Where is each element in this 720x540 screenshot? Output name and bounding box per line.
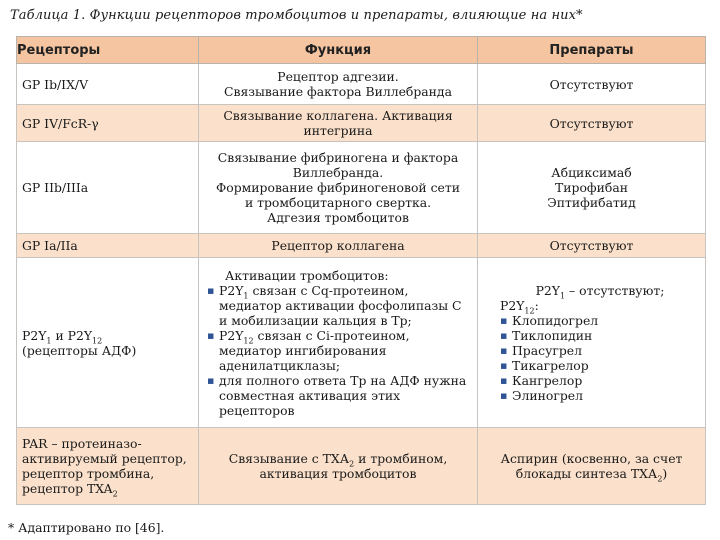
function-line: Связывание фактора Виллебранда xyxy=(224,84,452,99)
function-line: Связывание коллагена. Активация xyxy=(223,108,453,123)
drugs-cell xyxy=(478,258,706,428)
table-row xyxy=(17,64,706,105)
receptor-line: рецептор $TXA_2$ xyxy=(22,481,118,499)
receptor-line: активируемый рецептор, xyxy=(22,451,187,466)
function-line: и тромбоцитарного свертка. xyxy=(244,195,432,210)
table-caption: Таблица 1. Функции рецепторов тромбоцитов и препараты, влияющие на них* xyxy=(10,8,583,23)
table-row xyxy=(17,428,706,505)
header-drugs: Препараты xyxy=(478,37,706,64)
receptor-table xyxy=(16,36,706,505)
function-line: интегрина xyxy=(303,123,373,138)
function-line: Виллебранда. xyxy=(292,165,384,180)
receptor-cell: GP Ib/IX/V xyxy=(17,64,199,105)
drugs-cell: Отсутствуют xyxy=(478,64,706,105)
function-line: Рецептор адгезии. xyxy=(277,69,399,84)
header-receptors: Рецепторы xyxy=(17,37,199,64)
drugs-cell xyxy=(478,142,706,234)
receptor-cell: GP IV/FcR-γ xyxy=(17,105,199,142)
list-item: ▪ Прасугрел xyxy=(512,343,700,358)
table-row xyxy=(17,234,706,258)
drug-intro-p2y12: $P2Y_{12}$: xyxy=(500,297,539,315)
receptor-cell: GP IIb/IIIa xyxy=(17,142,199,234)
list-item: ▪ Тиклопидин xyxy=(512,328,700,343)
drug-bullet-list xyxy=(500,313,700,403)
drug-line: блокады синтеза $ТХА_2$) xyxy=(515,466,668,484)
list-item: ▪ $P2Y_1$ связан с Cq-протеином, медиатор активации фосфолипазы С и мобилизации кальция в Тр; xyxy=(219,283,472,328)
function-cell xyxy=(199,64,478,105)
drug-name: Тирофибан xyxy=(555,180,628,195)
drugs-cell xyxy=(478,428,706,505)
list-item: ▪ Клопидогрел xyxy=(512,313,700,328)
table-header-row xyxy=(17,37,706,64)
drugs-cell: Отсутствуют xyxy=(478,105,706,142)
table-row xyxy=(17,258,706,428)
footnote: * Адаптировано по [46]. xyxy=(8,520,165,535)
list-item: ▪ для полного ответа Тр на АДФ нужна совместная активация этих рецепторов xyxy=(219,373,472,418)
function-line: Связывание фибриногена и фактора xyxy=(217,150,459,165)
drug-name: Эптифибатид xyxy=(547,195,636,210)
receptor-line: PAR – протеиназо- xyxy=(22,436,142,451)
function-cell xyxy=(199,105,478,142)
header-function: Функция xyxy=(199,37,478,64)
function-cell xyxy=(199,428,478,505)
function-line: активация тромбоцитов xyxy=(259,466,417,481)
drug-name: Абциксимаб xyxy=(551,165,632,180)
function-cell xyxy=(199,142,478,234)
list-item: ▪ $P2Y_{12}$ связан с Ci-протеином, медиатор ингибирования аденилатциклазы; xyxy=(219,328,472,373)
function-line: Адгезия тромбоцитов xyxy=(267,210,409,225)
table-row xyxy=(17,105,706,142)
list-item: ▪ Тикагрелор xyxy=(512,358,700,373)
receptor-note: (рецепторы АДФ) xyxy=(22,342,137,358)
receptor-cell: GP Ia/IIa xyxy=(17,234,199,258)
list-item: ▪ Элиногрел xyxy=(512,388,700,403)
list-item: ▪ Кангрелор xyxy=(512,373,700,388)
drugs-cell: Отсутствуют xyxy=(478,234,706,258)
function-bullet-list xyxy=(207,283,472,418)
table-row xyxy=(17,142,706,234)
function-cell: Рецептор коллагена xyxy=(199,234,478,258)
function-line: Формирование фибриногеновой сети xyxy=(215,180,460,195)
drug-intro: $P2Y_1$ – отсутствуют; xyxy=(535,282,665,300)
receptor-name: $P2Y_1$ и $P2Y_{12}$ xyxy=(22,327,103,345)
drug-line: Аспирин (косвенно, за счет xyxy=(500,451,683,466)
receptor-cell xyxy=(17,428,199,505)
receptor-cell xyxy=(17,258,199,428)
function-intro: Активации тромбоцитов: xyxy=(225,267,389,283)
function-line: Связывание с $ТХА_2$ и тромбином, xyxy=(228,451,448,469)
receptor-line: рецептор тромбина, xyxy=(22,466,155,481)
function-cell xyxy=(199,258,478,428)
